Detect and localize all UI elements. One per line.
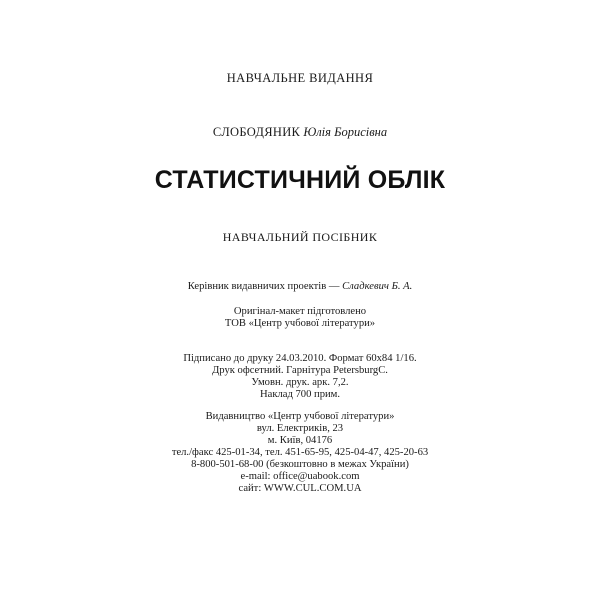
book-title: СТАТИСТИЧНИЙ ОБЛІК [154, 166, 446, 194]
editor-name: Сладкевич Б. А. [342, 281, 413, 292]
publisher-hotline: 8-800-501-68-00 (безкоштовно в межах України) [191, 459, 409, 470]
publisher-email: e-mail: office@uabook.com [240, 471, 360, 482]
layout-line-1: Оригінал-макет підготовлено [233, 306, 367, 317]
author-given-names: Юлія Борисівна [303, 125, 388, 139]
editor-block [0, 281, 600, 293]
editor-role: Керівник видавничих проектів — [187, 281, 340, 292]
print-line-2: Друк офсетний. Гарнітура PetersburgC. [212, 365, 388, 376]
print-block [0, 353, 600, 401]
publisher-name: Видавництво «Центр учбової літератури» [205, 411, 395, 422]
publisher-block [0, 411, 600, 495]
publisher-street: вул. Електриків, 23 [256, 423, 344, 434]
layout-block [0, 306, 600, 330]
book-subtitle: НАВЧАЛЬНИЙ ПОСІБНИК [222, 230, 378, 244]
layout-line-2: ТОВ «Центр учбової літератури» [224, 318, 376, 329]
author-surname: СЛОБОДЯНИК [212, 125, 301, 139]
publisher-city: м. Київ, 04176 [267, 435, 333, 446]
series-label: НАВЧАЛЬНЕ ВИДАННЯ [226, 71, 374, 85]
print-line-3: Умовн. друк. арк. 7,2. [251, 377, 349, 388]
editor-line [0, 281, 600, 293]
print-line-4: Наклад 700 прим. [259, 389, 341, 400]
publisher-website: сайт: WWW.CUL.COM.UA [238, 483, 362, 494]
print-line-1: Підписано до друку 24.03.2010. Формат 60x84 1/16. [183, 353, 417, 364]
publisher-phones: тел./факс 425-01-34, тел. 451-65-95, 425-04-47, 425-20-63 [171, 447, 429, 458]
author-line [0, 126, 600, 139]
